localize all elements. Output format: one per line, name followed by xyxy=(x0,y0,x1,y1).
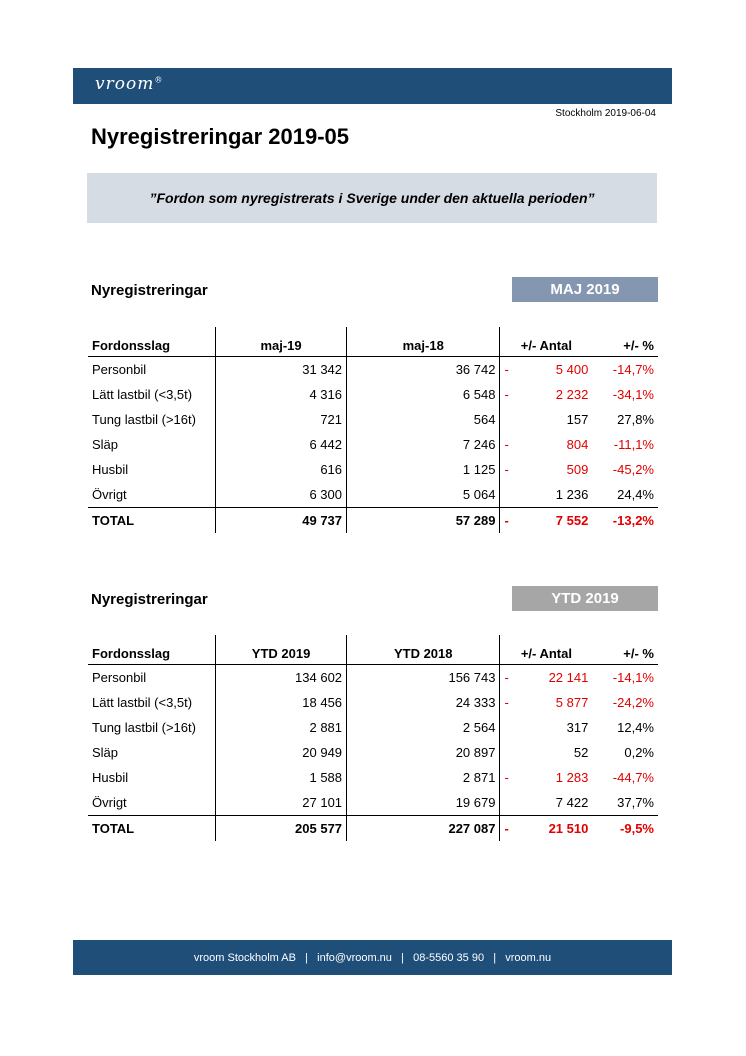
vehicle-type-cell xyxy=(88,715,216,740)
column-header: +/- Antal xyxy=(500,327,592,357)
current-value-cell xyxy=(216,790,347,816)
previous-value-cell xyxy=(347,790,500,816)
diff-percent-cell xyxy=(592,765,658,790)
previous-value-cell xyxy=(347,816,500,842)
current-value-cell-text: 2 881 xyxy=(309,720,343,735)
vehicle-type-cell xyxy=(88,357,216,383)
diff-percent-cell-text: -45,2% xyxy=(612,462,654,477)
column-header: Fordonsslag xyxy=(88,327,216,357)
footer-bar xyxy=(73,940,672,975)
vehicle-type-cell-text: Släp xyxy=(92,437,119,452)
column-header: +/- % xyxy=(592,327,658,357)
current-value-cell-text: 205 577 xyxy=(295,821,343,836)
vehicle-type-cell xyxy=(88,765,216,790)
table-row xyxy=(88,357,658,383)
vehicle-type-cell-text: Husbil xyxy=(92,462,129,477)
description-text: ”Fordon som nyregistrerats i Sverige under den aktuella perioden” xyxy=(149,190,595,206)
diff-percent-cell xyxy=(592,508,658,534)
current-value-cell-text: 49 737 xyxy=(302,513,343,528)
column-header: +/- Antal xyxy=(500,635,592,665)
current-value-cell xyxy=(216,765,347,790)
previous-value-cell-text: 7 246 xyxy=(462,437,496,452)
diff-percent-cell-text: -9,5% xyxy=(620,821,654,836)
diff-count-cell xyxy=(500,715,592,740)
diff-percent-cell-text: 24,4% xyxy=(617,487,654,502)
vehicle-type-cell-text: Husbil xyxy=(92,770,129,785)
table-row xyxy=(88,690,658,715)
diff-count-cell-text: 157 xyxy=(566,412,589,427)
current-value-cell-text: 6 442 xyxy=(309,437,343,452)
table-row xyxy=(88,715,658,740)
vehicle-type-cell xyxy=(88,457,216,482)
current-value-cell xyxy=(216,740,347,765)
table-row xyxy=(88,407,658,432)
diff-count-cell xyxy=(500,457,592,482)
current-value-cell xyxy=(216,715,347,740)
table-row xyxy=(88,457,658,482)
vehicle-type-cell xyxy=(88,790,216,816)
vehicle-type-cell-text: Personbil xyxy=(92,362,147,377)
vehicle-type-cell xyxy=(88,665,216,691)
table-header-row xyxy=(88,635,658,665)
previous-value-cell-text: 564 xyxy=(473,412,496,427)
diff-percent-cell-text: -44,7% xyxy=(612,770,654,785)
current-value-cell-text: 6 300 xyxy=(309,487,343,502)
previous-value-cell-text: 2 564 xyxy=(462,720,496,735)
previous-value-cell xyxy=(347,432,500,457)
current-value-cell-text: 31 342 xyxy=(302,362,343,377)
table-row xyxy=(88,740,658,765)
diff-count-cell xyxy=(500,432,592,457)
diff-count-cell-text: 2 232 xyxy=(555,387,589,402)
current-value-cell-text: 721 xyxy=(320,412,343,427)
previous-value-cell xyxy=(347,357,500,383)
negative-sign: - xyxy=(504,462,509,477)
diff-percent-cell-text: 27,8% xyxy=(617,412,654,427)
vehicle-type-cell xyxy=(88,508,216,534)
vehicle-type-cell-text: Tung lastbil (>16t) xyxy=(92,720,196,735)
table-row xyxy=(88,382,658,407)
column-header: maj-19 xyxy=(216,327,347,357)
diff-count-cell xyxy=(500,790,592,816)
table-row xyxy=(88,790,658,816)
table-row xyxy=(88,432,658,457)
diff-count-cell-text: 22 141 xyxy=(548,670,589,685)
column-header: +/- % xyxy=(592,635,658,665)
diff-percent-cell-text: -34,1% xyxy=(612,387,654,402)
header-bar xyxy=(73,68,672,104)
current-value-cell-text: 18 456 xyxy=(302,695,343,710)
diff-percent-cell xyxy=(592,432,658,457)
footer-contact: vroom Stockholm AB | info@vroom.nu | 08-5560 35 90 | vroom.nu xyxy=(193,951,552,964)
current-value-cell xyxy=(216,482,347,508)
table-row xyxy=(88,482,658,508)
vehicle-type-cell-text: TOTAL xyxy=(92,821,135,836)
current-value-cell-text: 1 588 xyxy=(309,770,343,785)
diff-count-cell xyxy=(500,382,592,407)
previous-value-cell-text: 57 289 xyxy=(455,513,496,528)
ytd-period-badge: YTD 2019 xyxy=(512,586,658,611)
negative-sign: - xyxy=(504,387,509,402)
diff-percent-cell xyxy=(592,357,658,383)
table-header-row xyxy=(88,327,658,357)
negative-sign: - xyxy=(504,437,509,452)
vehicle-type-cell xyxy=(88,690,216,715)
previous-value-cell xyxy=(347,740,500,765)
previous-value-cell-text: 1 125 xyxy=(462,462,496,477)
previous-value-cell xyxy=(347,482,500,508)
vehicle-type-cell xyxy=(88,432,216,457)
current-value-cell xyxy=(216,382,347,407)
current-value-cell xyxy=(216,432,347,457)
diff-percent-cell xyxy=(592,457,658,482)
previous-value-cell xyxy=(347,508,500,534)
negative-sign: - xyxy=(504,513,509,528)
current-value-cell-text: 20 949 xyxy=(302,745,343,760)
current-value-cell-text: 134 602 xyxy=(295,670,343,685)
negative-sign: - xyxy=(504,821,509,836)
diff-count-cell-text: 804 xyxy=(566,437,589,452)
current-value-cell xyxy=(216,665,347,691)
negative-sign: - xyxy=(504,695,509,710)
current-value-cell xyxy=(216,357,347,383)
diff-count-cell xyxy=(500,816,592,842)
vehicle-type-cell xyxy=(88,816,216,842)
previous-value-cell-text: 227 087 xyxy=(448,821,496,836)
diff-percent-cell xyxy=(592,690,658,715)
previous-value-cell-text: 156 743 xyxy=(448,670,496,685)
previous-value-cell xyxy=(347,690,500,715)
previous-value-cell xyxy=(347,765,500,790)
negative-sign: - xyxy=(504,670,509,685)
previous-value-cell xyxy=(347,382,500,407)
table-row xyxy=(88,765,658,790)
previous-value-cell-text: 2 871 xyxy=(462,770,496,785)
current-value-cell xyxy=(216,508,347,534)
diff-count-cell xyxy=(500,740,592,765)
previous-value-cell-text: 20 897 xyxy=(455,745,496,760)
current-value-cell xyxy=(216,457,347,482)
column-header: Fordonsslag xyxy=(88,635,216,665)
current-value-cell-text: 4 316 xyxy=(309,387,343,402)
diff-percent-cell xyxy=(592,382,658,407)
diff-count-cell-text: 1 283 xyxy=(555,770,589,785)
diff-percent-cell xyxy=(592,665,658,691)
current-value-cell xyxy=(216,816,347,842)
diff-count-cell xyxy=(500,508,592,534)
diff-count-cell-text: 1 236 xyxy=(555,487,589,502)
table-row xyxy=(88,665,658,691)
previous-value-cell xyxy=(347,715,500,740)
current-value-cell-text: 27 101 xyxy=(302,795,343,810)
vehicle-type-cell-text: TOTAL xyxy=(92,513,135,528)
diff-count-cell xyxy=(500,357,592,383)
month-period-badge: MAJ 2019 xyxy=(512,277,658,302)
previous-value-cell xyxy=(347,665,500,691)
diff-count-cell-text: 5 877 xyxy=(555,695,589,710)
column-header: YTD 2019 xyxy=(216,635,347,665)
previous-value-cell-text: 24 333 xyxy=(455,695,496,710)
diff-percent-cell xyxy=(592,790,658,816)
vehicle-type-cell-text: Lätt lastbil (<3,5t) xyxy=(92,387,193,402)
vehicle-type-cell xyxy=(88,740,216,765)
previous-value-cell xyxy=(347,407,500,432)
diff-percent-cell-text: 0,2% xyxy=(624,745,654,760)
date-line: Stockholm 2019-06-04 xyxy=(555,108,656,119)
vehicle-type-cell-text: Släp xyxy=(92,745,119,760)
diff-percent-cell xyxy=(592,482,658,508)
diff-count-cell xyxy=(500,407,592,432)
diff-percent-cell-text: -13,2% xyxy=(612,513,654,528)
diff-count-cell xyxy=(500,482,592,508)
vehicle-type-cell-text: Övrigt xyxy=(92,487,127,502)
current-value-cell xyxy=(216,690,347,715)
ytd-table xyxy=(88,635,658,841)
vehicle-type-cell-text: Personbil xyxy=(92,670,147,685)
previous-value-cell-text: 5 064 xyxy=(462,487,496,502)
previous-value-cell xyxy=(347,457,500,482)
total-row xyxy=(88,508,658,534)
diff-percent-cell xyxy=(592,816,658,842)
previous-value-cell-text: 36 742 xyxy=(455,362,496,377)
diff-count-cell-text: 21 510 xyxy=(548,821,589,836)
diff-percent-cell xyxy=(592,740,658,765)
description-box xyxy=(87,173,657,223)
page-title: Nyregistreringar 2019-05 xyxy=(91,124,350,149)
diff-count-cell-text: 509 xyxy=(566,462,589,477)
previous-value-cell-text: 19 679 xyxy=(455,795,496,810)
diff-percent-cell-text: -11,1% xyxy=(613,437,654,452)
vehicle-type-cell-text: Tung lastbil (>16t) xyxy=(92,412,196,427)
diff-count-cell-text: 7 422 xyxy=(555,795,589,810)
ytd-section-title: Nyregistreringar xyxy=(91,591,208,608)
column-header: YTD 2018 xyxy=(347,635,500,665)
diff-percent-cell-text: -24,2% xyxy=(612,695,654,710)
diff-percent-cell-text: -14,7% xyxy=(612,362,654,377)
current-value-cell-text: 616 xyxy=(320,462,343,477)
vehicle-type-cell xyxy=(88,482,216,508)
current-value-cell xyxy=(216,407,347,432)
diff-count-cell xyxy=(500,765,592,790)
vehicle-type-cell xyxy=(88,382,216,407)
previous-value-cell-text: 6 548 xyxy=(462,387,496,402)
vehicle-type-cell-text: Övrigt xyxy=(92,795,127,810)
diff-percent-cell-text: -14,1% xyxy=(612,670,654,685)
diff-count-cell-text: 317 xyxy=(566,720,589,735)
total-row xyxy=(88,816,658,842)
vehicle-type-cell xyxy=(88,407,216,432)
diff-percent-cell-text: 12,4% xyxy=(617,720,654,735)
diff-count-cell-text: 7 552 xyxy=(555,513,589,528)
diff-percent-cell xyxy=(592,715,658,740)
diff-percent-cell-text: 37,7% xyxy=(617,795,654,810)
diff-count-cell xyxy=(500,690,592,715)
month-section-title: Nyregistreringar xyxy=(91,282,208,299)
vroom-logo: vroom® xyxy=(95,74,164,94)
diff-count-cell xyxy=(500,665,592,691)
vehicle-type-cell-text: Lätt lastbil (<3,5t) xyxy=(92,695,193,710)
month-table xyxy=(88,327,658,533)
diff-percent-cell xyxy=(592,407,658,432)
negative-sign: - xyxy=(504,362,509,377)
negative-sign: - xyxy=(504,770,509,785)
diff-count-cell-text: 5 400 xyxy=(555,362,589,377)
diff-count-cell-text: 52 xyxy=(573,745,589,760)
column-header: maj-18 xyxy=(347,327,500,357)
